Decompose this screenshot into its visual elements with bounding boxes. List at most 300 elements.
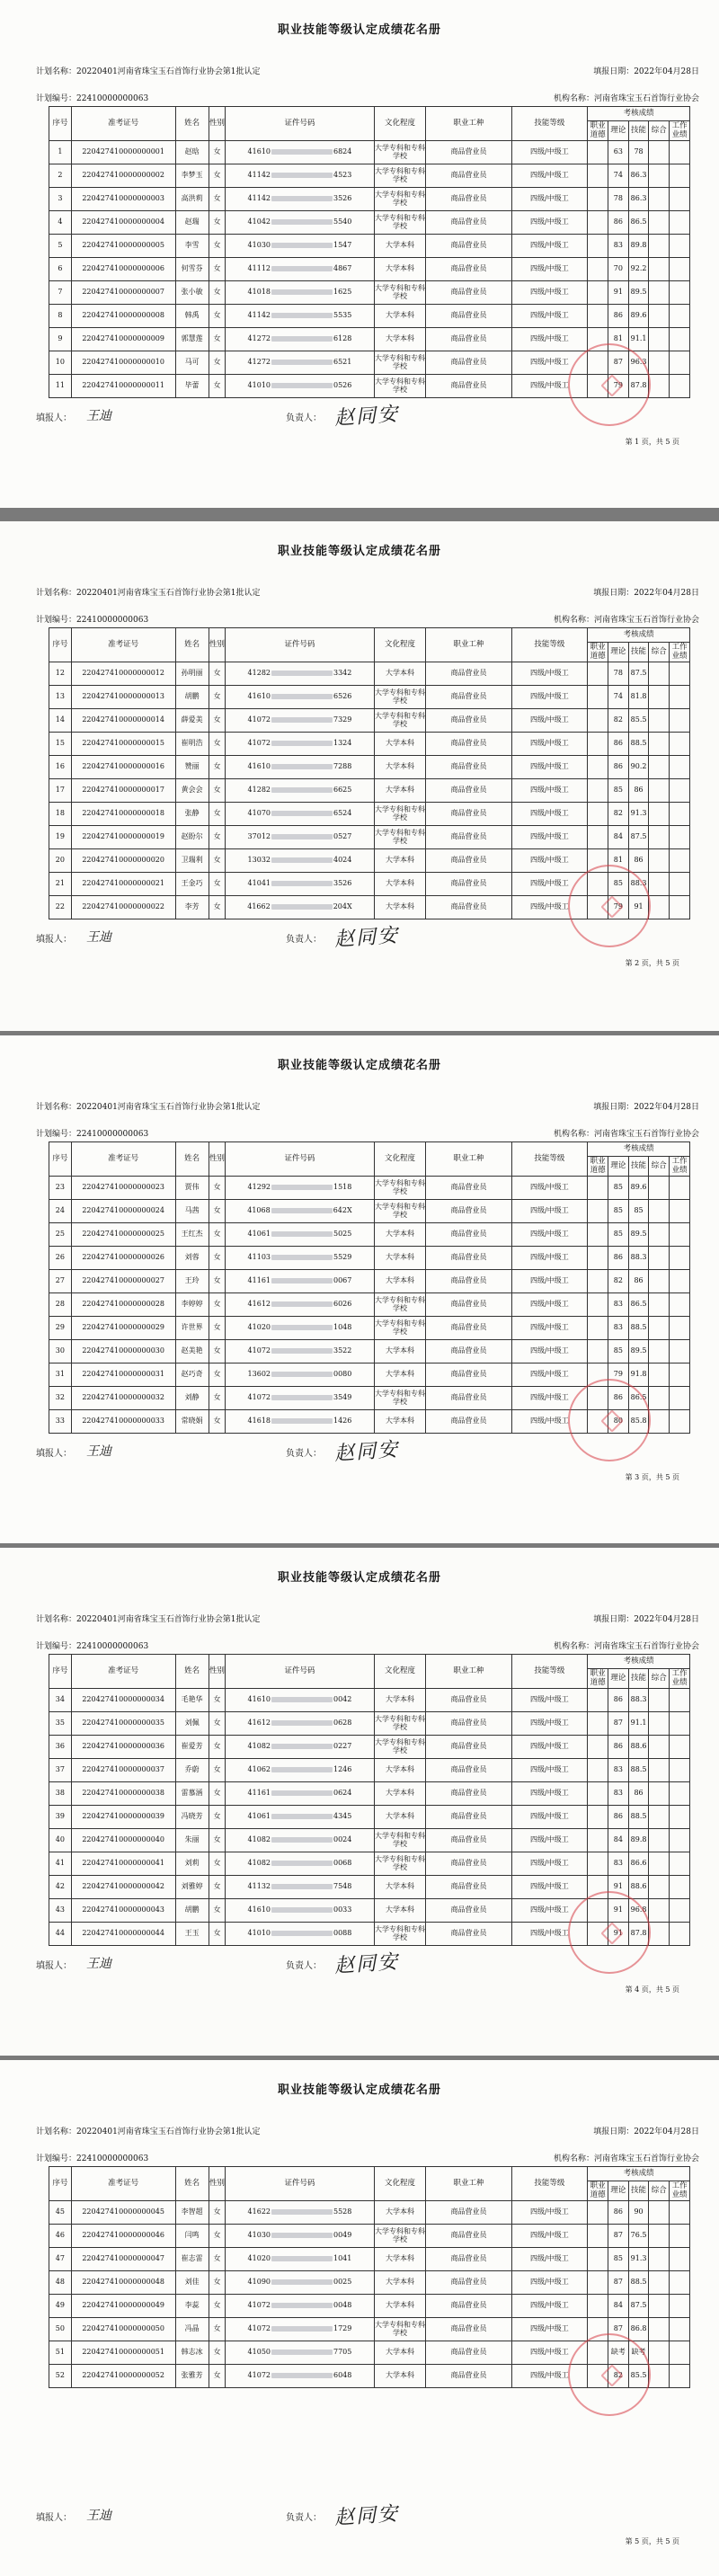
header-theory: 理论	[608, 1669, 628, 1689]
id-redaction	[271, 2233, 333, 2238]
page-sheet	[0, 521, 719, 1031]
id-suffix: 0024	[333, 1835, 352, 1844]
cell-level: 四级/中级工	[511, 1852, 588, 1876]
cell-id	[226, 1387, 374, 1410]
cell-id	[226, 662, 374, 686]
cell-gender: 女	[209, 803, 226, 826]
table-row	[49, 188, 690, 211]
cell-edu: 大学本科	[374, 1782, 426, 1806]
cell-work	[670, 1736, 690, 1759]
cell-id	[226, 1689, 374, 1712]
cell-seq: 26	[49, 1247, 72, 1270]
cell-skill: 85	[628, 1200, 649, 1223]
cell-job: 商品营业员	[426, 235, 511, 258]
leader-signature: 赵同安	[333, 1950, 400, 1978]
cell-level: 四级/中级工	[511, 2248, 588, 2271]
table-row	[49, 1806, 690, 1829]
cell-gender: 女	[209, 141, 226, 164]
id-prefix: 41072	[247, 2301, 271, 2310]
header-skill: 技能	[628, 2181, 649, 2201]
header-skill: 技能	[628, 643, 649, 662]
cell-job: 商品营业员	[426, 2201, 511, 2225]
header-id: 证件号码	[226, 107, 374, 141]
cell-work	[670, 141, 690, 164]
header-theory: 理论	[608, 643, 628, 662]
cell-level: 四级/中级工	[511, 1223, 588, 1247]
cell-name: 黄会会	[175, 779, 209, 803]
cell-name: 崔志雷	[175, 2248, 209, 2271]
id-prefix: 41618	[247, 1417, 271, 1426]
cell-theory: 84	[608, 826, 628, 849]
cell-skill: 86.5	[628, 1293, 649, 1317]
cell-total	[649, 1223, 670, 1247]
cell-work	[670, 1829, 690, 1852]
cell-job: 商品营业员	[426, 164, 511, 188]
cell-gender: 女	[209, 2271, 226, 2295]
cell-seq: 28	[49, 1293, 72, 1317]
table-row	[49, 779, 690, 803]
cell-skill: 91	[628, 896, 649, 919]
cell-gender: 女	[209, 1223, 226, 1247]
cell-name: 何雪芬	[175, 258, 209, 281]
header-skill: 技能	[628, 1157, 649, 1177]
cell-name: 崔爱芳	[175, 1736, 209, 1759]
cell-skill: 86	[628, 1782, 649, 1806]
cell-total	[649, 896, 670, 919]
cell-seq: 38	[49, 1782, 72, 1806]
cell-gender: 女	[209, 281, 226, 305]
id-suffix: 6526	[333, 692, 352, 701]
id-redaction	[271, 1837, 333, 1843]
table-row	[49, 305, 690, 328]
cell-edu: 大学专科和专科学校	[374, 351, 426, 375]
cell-level: 四级/中级工	[511, 1247, 588, 1270]
cell-id	[226, 1200, 374, 1223]
id-prefix: 41030	[247, 2231, 271, 2240]
header-job: 职业工种	[426, 107, 511, 141]
cell-theory: 78	[608, 188, 628, 211]
cell-ethic	[588, 281, 608, 305]
id-prefix: 41018	[247, 288, 271, 297]
id-suffix: 5528	[333, 2207, 352, 2216]
cell-total	[649, 709, 670, 733]
cell-level: 四级/中级工	[511, 351, 588, 375]
cell-level: 四级/中级工	[511, 662, 588, 686]
cell-name: 韩禹	[175, 305, 209, 328]
cell-skill: 89.6	[628, 305, 649, 328]
id-suffix: 642X	[333, 1206, 352, 1215]
header-theory: 理论	[608, 121, 628, 141]
cell-job: 商品营业员	[426, 2248, 511, 2271]
id-redaction	[271, 2349, 333, 2355]
table-row	[49, 1759, 690, 1782]
cell-name: 乔蔚	[175, 1759, 209, 1782]
cell-theory: 86	[608, 733, 628, 756]
cell-exam-no: 220427410000000023	[71, 1177, 175, 1200]
cell-id	[226, 803, 374, 826]
cell-work	[670, 281, 690, 305]
cell-edu: 大学本科	[374, 1759, 426, 1782]
cell-gender: 女	[209, 1712, 226, 1736]
leader-signature: 赵同安	[333, 403, 400, 431]
cell-exam-no: 220427410000000039	[71, 1806, 175, 1829]
cell-job: 商品营业员	[426, 1200, 511, 1223]
id-prefix: 41062	[247, 1765, 271, 1774]
cell-total	[649, 2248, 670, 2271]
header-exam-no: 准考证号	[71, 1142, 175, 1177]
cell-skill: 85.5	[628, 709, 649, 733]
cell-theory: 84	[608, 1829, 628, 1852]
cell-skill: 88.5	[628, 733, 649, 756]
cell-work	[670, 1223, 690, 1247]
id-suffix: 4024	[333, 856, 352, 865]
id-suffix: 0068	[333, 1859, 352, 1868]
page-title: 职业技能等级认定成绩花名册	[277, 2083, 441, 2097]
cell-gender: 女	[209, 351, 226, 375]
cell-ethic	[588, 141, 608, 164]
cell-job: 商品营业员	[426, 1364, 511, 1387]
cell-seq: 43	[49, 1899, 72, 1923]
cell-theory: 85	[608, 2248, 628, 2271]
cell-level: 四级/中级工	[511, 1364, 588, 1387]
cell-theory: 85	[608, 1177, 628, 1200]
cell-id	[226, 1317, 374, 1340]
cell-seq: 29	[49, 1317, 72, 1340]
header-gender: 性别	[209, 628, 226, 662]
id-redaction	[271, 904, 333, 910]
id-prefix: 41042	[247, 218, 271, 227]
cell-job: 商品营业员	[426, 1759, 511, 1782]
org-name: 机构名称：河南省珠宝玉石首饰行业协会	[553, 616, 699, 625]
id-redaction	[271, 1185, 333, 1190]
cell-total	[649, 1923, 670, 1946]
cell-name: 胡鹏	[175, 1899, 209, 1923]
id-redaction	[271, 313, 333, 318]
cell-level: 四级/中级工	[511, 1829, 588, 1852]
filler-label: 填报人：	[36, 1449, 72, 1459]
cell-job: 商品营业员	[426, 733, 511, 756]
cell-gender: 女	[209, 1293, 226, 1317]
cell-seq: 31	[49, 1364, 72, 1387]
id-redaction	[271, 149, 333, 155]
cell-seq: 49	[49, 2295, 72, 2318]
cell-level: 四级/中级工	[511, 733, 588, 756]
cell-seq: 8	[49, 305, 72, 328]
id-prefix: 41142	[247, 194, 271, 203]
cell-seq: 40	[49, 1829, 72, 1852]
cell-skill: 88.6	[628, 1736, 649, 1759]
cell-ethic	[588, 1712, 608, 1736]
cell-job: 商品营业员	[426, 1852, 511, 1876]
cell-level: 四级/中级工	[511, 1876, 588, 1899]
cell-ethic	[588, 1829, 608, 1852]
cell-exam-no: 220427410000000018	[71, 803, 175, 826]
cell-skill: 缺考	[628, 2341, 649, 2365]
cell-skill: 87.8	[628, 1923, 649, 1946]
cell-name: 胡鹏	[175, 686, 209, 709]
cell-ethic	[588, 826, 608, 849]
id-suffix: 0628	[333, 1719, 352, 1728]
cell-ethic	[588, 2295, 608, 2318]
header-scores: 考核成绩	[588, 628, 690, 643]
cell-edu: 大学专科和专科学校	[374, 1177, 426, 1200]
cell-skill: 89.8	[628, 1829, 649, 1852]
cell-skill: 90	[628, 2201, 649, 2225]
table-row	[49, 1712, 690, 1736]
cell-edu: 大学本科	[374, 1223, 426, 1247]
cell-exam-no: 220427410000000042	[71, 1876, 175, 1899]
filler-label: 填报人：	[36, 2513, 72, 2523]
org-seal	[568, 1379, 651, 1461]
id-prefix: 41142	[247, 171, 271, 180]
cell-edu: 大学本科	[374, 305, 426, 328]
cell-seq: 11	[49, 375, 72, 398]
id-prefix: 41050	[247, 2348, 271, 2357]
cell-gender: 女	[209, 1829, 226, 1852]
id-suffix: 3522	[333, 1346, 352, 1355]
cell-edu: 大学专科和专科学校	[374, 188, 426, 211]
cell-edu: 大学本科	[374, 1899, 426, 1923]
table-row	[49, 826, 690, 849]
cell-skill: 88.5	[628, 1759, 649, 1782]
cell-ethic	[588, 1759, 608, 1782]
cell-skill: 89.5	[628, 1223, 649, 1247]
filler-label: 填报人：	[36, 413, 72, 423]
leader-label: 负责人：	[286, 2513, 322, 2523]
cell-gender: 女	[209, 1317, 226, 1340]
id-suffix: 0042	[333, 1695, 352, 1704]
report-date: 填报日期：2022年04月28日	[593, 589, 699, 598]
cell-id	[226, 1293, 374, 1317]
id-redaction	[271, 336, 333, 342]
cell-name: 冯晶	[175, 2318, 209, 2341]
id-suffix: 1041	[333, 2254, 352, 2263]
cell-name: 薛爱美	[175, 709, 209, 733]
cell-edu: 大学本科	[374, 733, 426, 756]
table-row	[49, 2225, 690, 2248]
id-suffix: 204X	[333, 902, 352, 911]
header-exam-no: 准考证号	[71, 628, 175, 662]
cell-total	[649, 281, 670, 305]
cell-skill: 78	[628, 141, 649, 164]
header-ethic: 职业道德	[588, 1669, 608, 1689]
id-redaction	[271, 2326, 333, 2332]
cell-total	[649, 1899, 670, 1923]
id-redaction	[271, 881, 333, 886]
cell-ethic	[588, 686, 608, 709]
cell-exam-no: 220427410000000036	[71, 1736, 175, 1759]
cell-gender: 女	[209, 2295, 226, 2318]
id-redaction	[271, 1395, 333, 1400]
cell-name: 毛艳华	[175, 1689, 209, 1712]
table-row	[49, 686, 690, 709]
cell-skill: 87.8	[628, 375, 649, 398]
table-row	[49, 2248, 690, 2271]
cell-exam-no: 220427410000000045	[71, 2201, 175, 2225]
cell-exam-no: 220427410000000005	[71, 235, 175, 258]
cell-work	[670, 1410, 690, 1434]
table-row	[49, 1177, 690, 1200]
table-row	[49, 1200, 690, 1223]
cell-theory: 83	[608, 1852, 628, 1876]
cell-ethic	[588, 2201, 608, 2225]
cell-total	[649, 1410, 670, 1434]
id-prefix: 41072	[247, 1346, 271, 1355]
id-prefix: 13602	[247, 1370, 271, 1379]
header-level: 技能等级	[511, 2167, 588, 2201]
cell-job: 商品营业员	[426, 1410, 511, 1434]
id-suffix: 4345	[333, 1812, 352, 1821]
cell-total	[649, 1736, 670, 1759]
cell-theory: 85	[608, 1223, 628, 1247]
cell-ethic	[588, 188, 608, 211]
cell-id	[226, 849, 374, 873]
cell-exam-no: 220427410000000012	[71, 662, 175, 686]
cell-total	[649, 188, 670, 211]
cell-name: 马茜	[175, 1200, 209, 1223]
cell-exam-no: 220427410000000020	[71, 849, 175, 873]
id-suffix: 0080	[333, 1370, 352, 1379]
plan-name: 计划名称：20220401河南省珠宝玉石首饰行业协会第1批认定	[36, 589, 261, 598]
cell-level: 四级/中级工	[511, 211, 588, 235]
cell-work	[670, 2318, 690, 2341]
cell-theory: 83	[608, 1759, 628, 1782]
cell-level: 四级/中级工	[511, 1177, 588, 1200]
cell-work	[670, 709, 690, 733]
cell-work	[670, 188, 690, 211]
cell-work	[670, 686, 690, 709]
cell-work	[670, 733, 690, 756]
cell-job: 商品营业员	[426, 2295, 511, 2318]
cell-work	[670, 1899, 690, 1923]
cell-total	[649, 849, 670, 873]
cell-gender: 女	[209, 1177, 226, 1200]
id-prefix: 41161	[247, 1276, 271, 1285]
cell-ethic	[588, 1736, 608, 1759]
cell-ethic	[588, 1689, 608, 1712]
cell-work	[670, 1852, 690, 1876]
cell-job: 商品营业员	[426, 328, 511, 351]
cell-gender: 女	[209, 896, 226, 919]
cell-skill: 88.5	[628, 1806, 649, 1829]
cell-total	[649, 779, 670, 803]
cell-work	[670, 1200, 690, 1223]
cell-ethic	[588, 1293, 608, 1317]
id-suffix: 0025	[333, 2278, 352, 2287]
header-name: 姓名	[175, 1142, 209, 1177]
cell-id	[226, 1712, 374, 1736]
cell-name: 李智超	[175, 2201, 209, 2225]
cell-work	[670, 1876, 690, 1899]
table-row	[49, 709, 690, 733]
cell-skill: 88.5	[628, 1317, 649, 1340]
cell-skill: 87.5	[628, 826, 649, 849]
cell-edu: 大学本科	[374, 2341, 426, 2365]
id-prefix: 41282	[247, 669, 271, 678]
cell-skill: 88.3	[628, 1689, 649, 1712]
cell-exam-no: 220427410000000037	[71, 1759, 175, 1782]
cell-gender: 女	[209, 2365, 226, 2388]
id-redaction	[271, 764, 333, 769]
table-row	[49, 164, 690, 188]
cell-edu: 大学本科	[374, 896, 426, 919]
header-gender: 性别	[209, 107, 226, 141]
cell-total	[649, 141, 670, 164]
cell-id	[226, 2295, 374, 2318]
cell-work	[670, 849, 690, 873]
cell-level: 四级/中级工	[511, 1340, 588, 1364]
cell-job: 商品营业员	[426, 188, 511, 211]
cell-ethic	[588, 258, 608, 281]
cell-id	[226, 826, 374, 849]
cell-job: 商品营业员	[426, 141, 511, 164]
cell-edu: 大学本科	[374, 2201, 426, 2225]
page-number: 第 1 页，共 5 页	[625, 438, 679, 446]
org-seal	[568, 865, 651, 947]
cell-job: 商品营业员	[426, 375, 511, 398]
id-prefix: 41070	[247, 809, 271, 818]
cell-seq: 20	[49, 849, 72, 873]
cell-work	[670, 1689, 690, 1712]
cell-work	[670, 328, 690, 351]
cell-total	[649, 1177, 670, 1200]
header-total: 综合	[649, 643, 670, 662]
cell-id	[226, 2365, 374, 2388]
cell-edu: 大学本科	[374, 1876, 426, 1899]
cell-level: 四级/中级工	[511, 873, 588, 896]
cell-total	[649, 2225, 670, 2248]
cell-ethic	[588, 2248, 608, 2271]
id-redaction	[271, 1931, 333, 1936]
cell-level: 四级/中级工	[511, 258, 588, 281]
filler-label: 填报人：	[36, 935, 72, 945]
cell-ethic	[588, 803, 608, 826]
id-redaction	[271, 173, 333, 178]
cell-gender: 女	[209, 756, 226, 779]
cell-ethic	[588, 305, 608, 328]
table-row	[49, 1270, 690, 1293]
cell-level: 四级/中级工	[511, 1712, 588, 1736]
page-title: 职业技能等级认定成绩花名册	[277, 545, 441, 558]
cell-seq: 41	[49, 1852, 72, 1876]
cell-name: 刘静	[175, 1387, 209, 1410]
cell-edu: 大学专科和专科学校	[374, 1200, 426, 1223]
cell-ethic	[588, 662, 608, 686]
cell-name: 冯晓芳	[175, 1806, 209, 1829]
cell-id	[226, 756, 374, 779]
id-prefix: 41142	[247, 311, 271, 320]
id-suffix: 7705	[333, 2348, 352, 2357]
cell-job: 商品营业员	[426, 803, 511, 826]
cell-job: 商品营业员	[426, 873, 511, 896]
cell-theory: 74	[608, 164, 628, 188]
cell-gender: 女	[209, 779, 226, 803]
cell-seq: 13	[49, 686, 72, 709]
cell-seq: 30	[49, 1340, 72, 1364]
cell-exam-no: 220427410000000043	[71, 1899, 175, 1923]
id-redaction	[271, 219, 333, 225]
cell-level: 四级/中级工	[511, 281, 588, 305]
cell-edu: 大学本科	[374, 328, 426, 351]
leader-signature: 赵同安	[333, 2502, 400, 2530]
header-ethic: 职业道德	[588, 643, 608, 662]
header-seq: 序号	[49, 1142, 72, 1177]
cell-level: 四级/中级工	[511, 849, 588, 873]
header-total: 综合	[649, 1669, 670, 1689]
cell-gender: 女	[209, 328, 226, 351]
cell-job: 商品营业员	[426, 1340, 511, 1364]
cell-work	[670, 2201, 690, 2225]
